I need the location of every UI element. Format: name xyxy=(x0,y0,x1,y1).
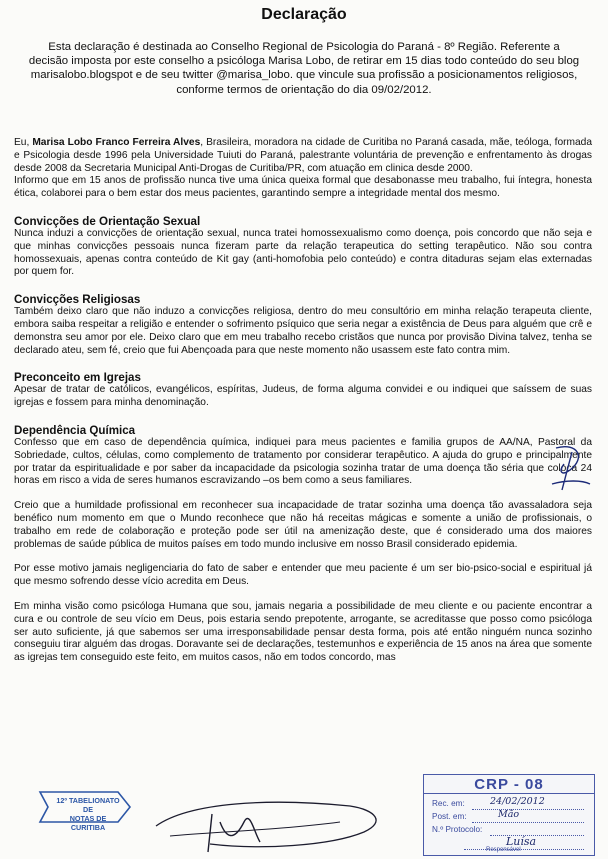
crp-stamp-title: CRP - 08 xyxy=(424,777,594,794)
author-signature xyxy=(150,792,400,856)
paragraph-record: Informo que em 15 anos de profissão nunca tive uma única queixa formal que desabonasse meu trabalho, fui íntegra, honesta ética, colaborei para o bem estar dos meus pacientes, garantindo sempre a integridade mental dos mesmo. xyxy=(14,175,592,200)
author-name: Marisa Lobo Franco Ferreira Alves xyxy=(32,137,201,148)
post-label: Post. em: xyxy=(432,812,467,821)
rec-label: Rec. em: xyxy=(432,799,465,808)
section-text-chemical-dependency: Confesso que em caso de dependência química, indiquei para meus pacientes e familia grupos de AA/NA, Pastoral da Sobriedade, cultos, células, como complemento de tratamento por considerar terapêutico. A ajuda do grupo e principalmente por tratar da espiritualidade e por saber da incapacidade da psicologia sozinha tratar de uma doença tão séria que coloca 24 horas em risco a vida de seres humanos escravizando –os bem como a seus familiares. xyxy=(14,436,592,487)
post-value: Mão xyxy=(498,809,520,820)
identity-lead: Eu, xyxy=(14,137,33,148)
section-heading-prejudice: Preconceito em Igrejas xyxy=(14,371,141,385)
notary-line-2: NOTAS DE CURITIBA xyxy=(69,814,107,832)
responsible-label: Responsável xyxy=(486,847,521,853)
section-heading-sexual-orientation: Convicções de Orientação Sexual xyxy=(14,214,201,228)
section-text-religious: Também deixo claro que não induzo a convicções religiosa, dentro do meu consultório em minha relação terapeuta cliente, embora saiba respeitar a religião e entender o sofrimento psíquico que seria negar a existência de Deus para alguém que crê e demonstra seu amor por ele. Deixo claro que em meu trabalho recebo cristãos que nunca por provisão Divina talvez, tenha se declarado ateu, sem fé, creio que fui Abençoada para que neste momento não usassem este fato contra mim. xyxy=(14,306,592,356)
document-body xyxy=(14,137,592,665)
section-text-sexual-orientation: Nunca induzi a convicções de orientação sexual, nunca tratei homossexualismo como doença, pois concordo que não seja e que minhas convicções pessoais nunca fizeram parte da relação terapeutica do setting terapêutico. Não sou contra homossexuais, apenas contra conteúdo de Kit gay (anti-homofobia pelo conteúdo) e contra ditaduras sejam elas externadas por quem for. xyxy=(14,227,592,278)
protocol-label: N.º Protocolo: xyxy=(432,825,483,834)
section-heading-religious: Convicções Religiosas xyxy=(14,293,141,307)
paragraph-identity xyxy=(14,137,592,175)
receiver-signature: Luísa xyxy=(506,835,537,848)
section-heading-chemical-dependency: Dependência Química xyxy=(14,423,136,437)
notary-line-1: 12º TABELIONATO DE xyxy=(56,796,120,814)
paragraph-humility: Creio que a humildade profissional em reconhecer sua incapacidade de tratar sozinha uma doença tão avassaladora seja benéfico num momento em que o Mundo reconhece que não há receitas mágicas e somente a união de profissionais, o trabalho em rede de colaboração e proteção pode ser útil na amenização deste, que é considerado uma dos maiores problemas de saúde pública de muitos países em todo mundo inclusive em nosso Brasil considerado epidemia. xyxy=(14,500,592,550)
crp-receipt-stamp xyxy=(423,774,595,856)
identity-rest: , Brasileira, moradora na cidade de Curitiba no Paraná casada, mãe, teóloga, formada e Psicologia desde 1996 pela Universidade Tuiuti do Paraná, palestrante voluntária de prevenção e enfrentamento às drogas desde 2008 da Secretaria Municipal Anti-Drogas de Curitiba/PR, com atuação em clinica desde 2000. xyxy=(14,137,592,174)
notary-stamp xyxy=(38,790,132,832)
paragraph-vision: Em minha visão como psicóloga Humana que sou, jamais negaria a possibilidade de meu cliente e ou paciente encontrar a cura e ou controle de seu vício em Deus, pois estaria sendo prepotente, arrogante, se acreditasse que posso como psicóloga ser auto suficiente, já que sabemos ser uma irresponsabilidade pensar desta forma, pois até então ninguém nunca sozinho conseguiu tirar alguém das drogas. Doravante sei de declarações, testemunhos e experiência de 15 anos na área que somente as igrejas tem conseguido este feito, em muitos casos, não em todos concordo, mas xyxy=(14,600,592,664)
intro-paragraph: Esta declaração é destinada ao Conselho Regional de Psicologia do Paraná - 8º Região. Referente a decisão imposta por este conselho a psicóloga Marisa Lobo, de retirar em 15 dias todo conteúdo do seu blog marisalobo.blogspot e de seu twitter @marisa_lobo. que vincule sua profissão a posicionamentos religiosos, conforme termos de orientação do dia 09/02/2012. xyxy=(28,41,580,96)
document-title: Declaração xyxy=(261,6,347,23)
section-text-prejudice: Apesar de tratar de católicos, evangélicos, espíritas, Judeus, de forma alguma convidei e ou indiquei que saíssem de suas igrejas e fossem para minha denominação. xyxy=(14,384,592,409)
paragraph-biopsychosocial: Por esse motivo jamais negligenciaria do fato de saber e entender que meu paciente é um ser bio-psico-social e espiritual já que mesmo sofrendo desse vício acredita em Deus. xyxy=(14,563,592,588)
rec-date-value: 24/02/2012 xyxy=(490,796,545,807)
margin-initials-signature xyxy=(548,440,594,496)
